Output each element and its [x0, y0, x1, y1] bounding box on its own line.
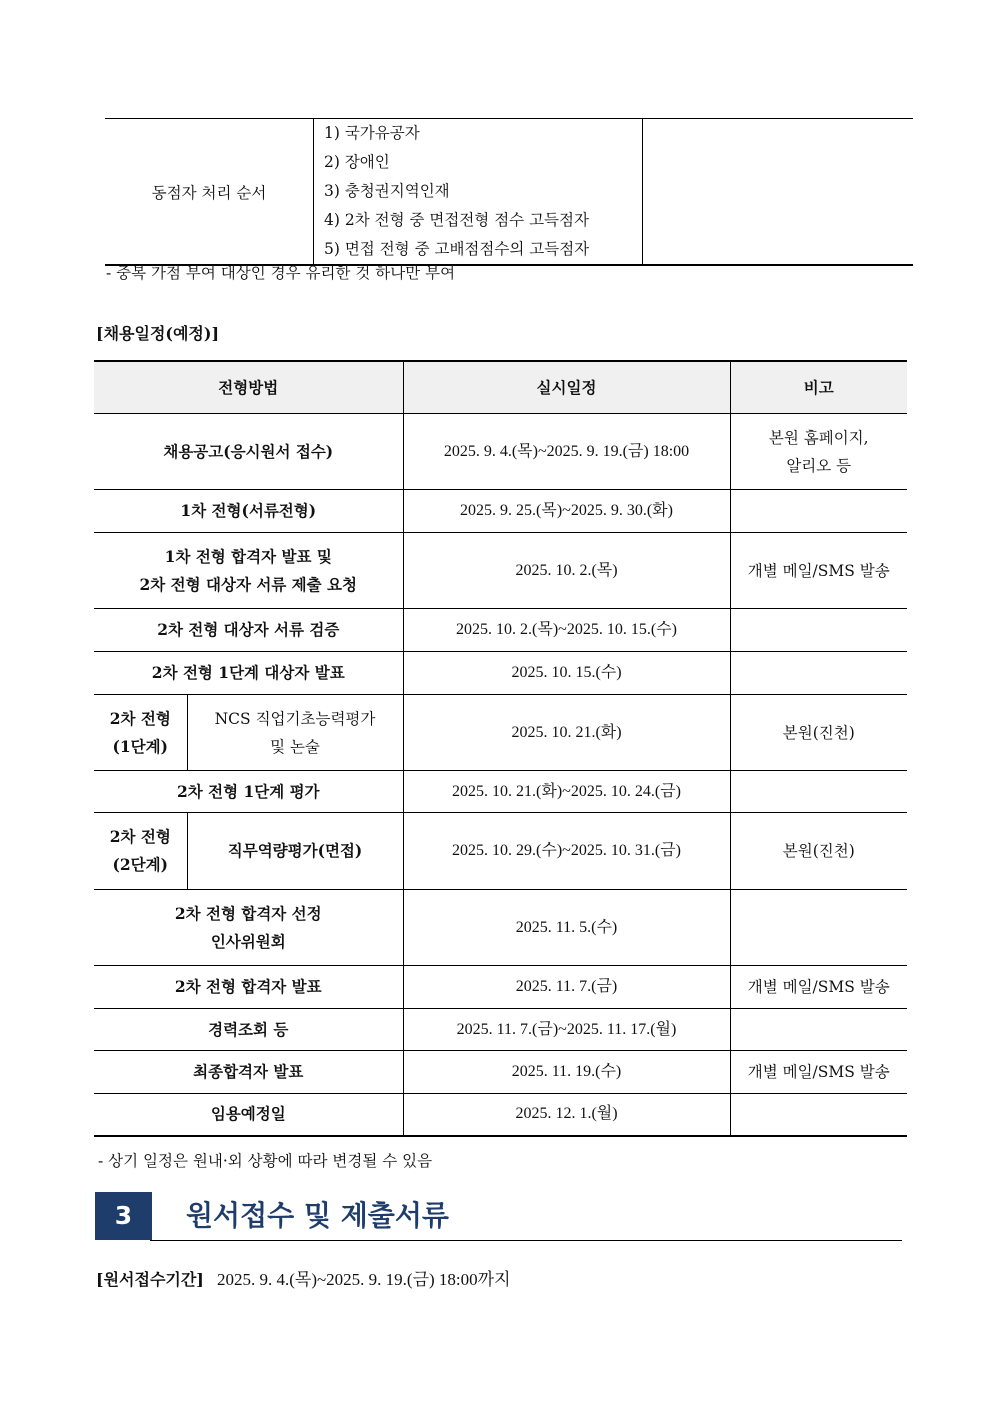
method-cell: 임용예정일	[94, 1094, 403, 1136]
table-row	[94, 652, 907, 695]
list-item: 1) 국가유공자	[324, 124, 420, 142]
table-row	[105, 119, 913, 266]
header-date: 실시일정	[403, 361, 730, 414]
tie-breaker-label: 동점자 처리 순서	[105, 119, 314, 266]
date-cell: 2025. 10. 15.(수)	[403, 652, 730, 695]
note-cell: 개별 메일/SMS 발송	[730, 533, 907, 609]
method-cell	[94, 890, 403, 966]
method-line: 2차 전형 대상자 서류 제출 요청	[139, 574, 357, 594]
table-row	[94, 414, 907, 490]
note-cell: 본원(진천)	[730, 813, 907, 890]
table-row	[94, 771, 907, 813]
method-cell: 2차 전형 1단계 평가	[94, 771, 403, 813]
note-cell	[730, 1009, 907, 1051]
note-cell	[730, 1094, 907, 1136]
date-cell: 2025. 11. 7.(금)	[403, 966, 730, 1009]
date-cell: 2025. 10. 2.(목)~2025. 10. 15.(수)	[403, 609, 730, 652]
schedule-table	[94, 360, 907, 1137]
method-cell: 2차 전형 1단계 대상자 발표	[94, 652, 403, 695]
date-cell: 2025. 10. 21.(화)~2025. 10. 24.(금)	[403, 771, 730, 813]
tie-breaker-empty-cell	[643, 119, 914, 266]
note-cell	[730, 771, 907, 813]
table-row	[94, 890, 907, 966]
schedule-title: [채용일정(예정)]	[96, 324, 220, 343]
list-item: 4) 2차 전형 중 면접전형 점수 고득점자	[324, 211, 589, 229]
date-cell: 2025. 12. 1.(월)	[403, 1094, 730, 1136]
note-cell	[730, 609, 907, 652]
stage-cell	[94, 813, 187, 890]
table-row	[94, 1051, 907, 1094]
table-row	[94, 695, 907, 771]
method-line: 2차 전형 합격자 선정	[174, 903, 322, 923]
note-line: 알리오 등	[786, 456, 852, 475]
note-cell	[730, 490, 907, 533]
section-title: 원서접수 및 제출서류	[186, 1199, 449, 1232]
stage-line: 2차 전형	[109, 827, 171, 846]
header-note: 비고	[730, 361, 907, 414]
method-cell: 2차 전형 대상자 서류 검증	[94, 609, 403, 652]
tie-breaker-list	[314, 119, 643, 266]
method-line: 인사위원회	[210, 931, 286, 951]
date-cell: 2025. 10. 21.(화)	[403, 695, 730, 771]
table-row	[94, 609, 907, 652]
note-cell	[730, 414, 907, 490]
date-cell: 2025. 9. 4.(목)~2025. 9. 19.(금) 18:00	[403, 414, 730, 490]
application-period	[96, 1265, 511, 1290]
date-cell: 2025. 10. 2.(목)	[403, 533, 730, 609]
note-cell: 개별 메일/SMS 발송	[730, 966, 907, 1009]
stage-line: 2차 전형	[109, 708, 171, 728]
note-cell	[730, 652, 907, 695]
list-item: 2) 장애인	[324, 153, 390, 171]
section-number-badge: 3	[95, 1192, 152, 1240]
note-cell: 본원(진천)	[730, 695, 907, 771]
method-cell: 직무역량평가(면접)	[187, 813, 403, 890]
method-line: 및 논술	[270, 737, 320, 756]
table-row	[94, 966, 907, 1009]
method-cell	[187, 695, 403, 771]
schedule-footnote: - 상기 일정은 원내·외 상황에 따라 변경될 수 있음	[98, 1152, 433, 1170]
table-row	[94, 490, 907, 533]
method-line: 1차 전형 합격자 발표 및	[164, 546, 332, 566]
section-divider	[150, 1240, 902, 1241]
application-period-value: 2025. 9. 4.(목)~2025. 9. 19.(금) 18:00까지	[216, 1270, 511, 1289]
stage-line: (2단계)	[112, 855, 168, 874]
table-row	[94, 813, 907, 890]
date-cell: 2025. 11. 5.(수)	[403, 890, 730, 966]
method-cell: 경력조회 등	[94, 1009, 403, 1051]
stage-line: (1단계)	[112, 736, 168, 756]
stage-cell	[94, 695, 187, 771]
list-item: 3) 충청권지역인재	[324, 182, 450, 200]
date-cell: 2025. 11. 7.(금)~2025. 11. 17.(월)	[403, 1009, 730, 1051]
header-method: 전형방법	[94, 361, 403, 414]
date-cell: 2025. 11. 19.(수)	[403, 1051, 730, 1094]
tie-breaker-table	[105, 118, 913, 266]
date-cell: 2025. 10. 29.(수)~2025. 10. 31.(금)	[403, 813, 730, 890]
tie-breaker-note: - 중복 가점 부여 대상인 경우 유리한 것 하나만 부여	[106, 264, 456, 282]
table-row	[94, 1009, 907, 1051]
note-line: 본원 홈페이지,	[768, 428, 869, 447]
method-cell: 채용공고(응시원서 접수)	[94, 414, 403, 490]
list-item: 5) 면접 전형 중 고배점점수의 고득점자	[324, 240, 590, 258]
table-row	[94, 1094, 907, 1136]
method-line: NCS 직업기초능력평가	[214, 709, 376, 728]
note-cell	[730, 890, 907, 966]
table-row	[94, 533, 907, 609]
method-cell: 최종합격자 발표	[94, 1051, 403, 1094]
date-cell: 2025. 9. 25.(목)~2025. 9. 30.(화)	[403, 490, 730, 533]
method-cell: 2차 전형 합격자 발표	[94, 966, 403, 1009]
method-cell: 1차 전형(서류전형)	[94, 490, 403, 533]
method-cell	[94, 533, 403, 609]
note-cell: 개별 메일/SMS 발송	[730, 1051, 907, 1094]
application-period-label: [원서접수기간]	[96, 1270, 204, 1289]
table-header-row	[94, 361, 907, 414]
